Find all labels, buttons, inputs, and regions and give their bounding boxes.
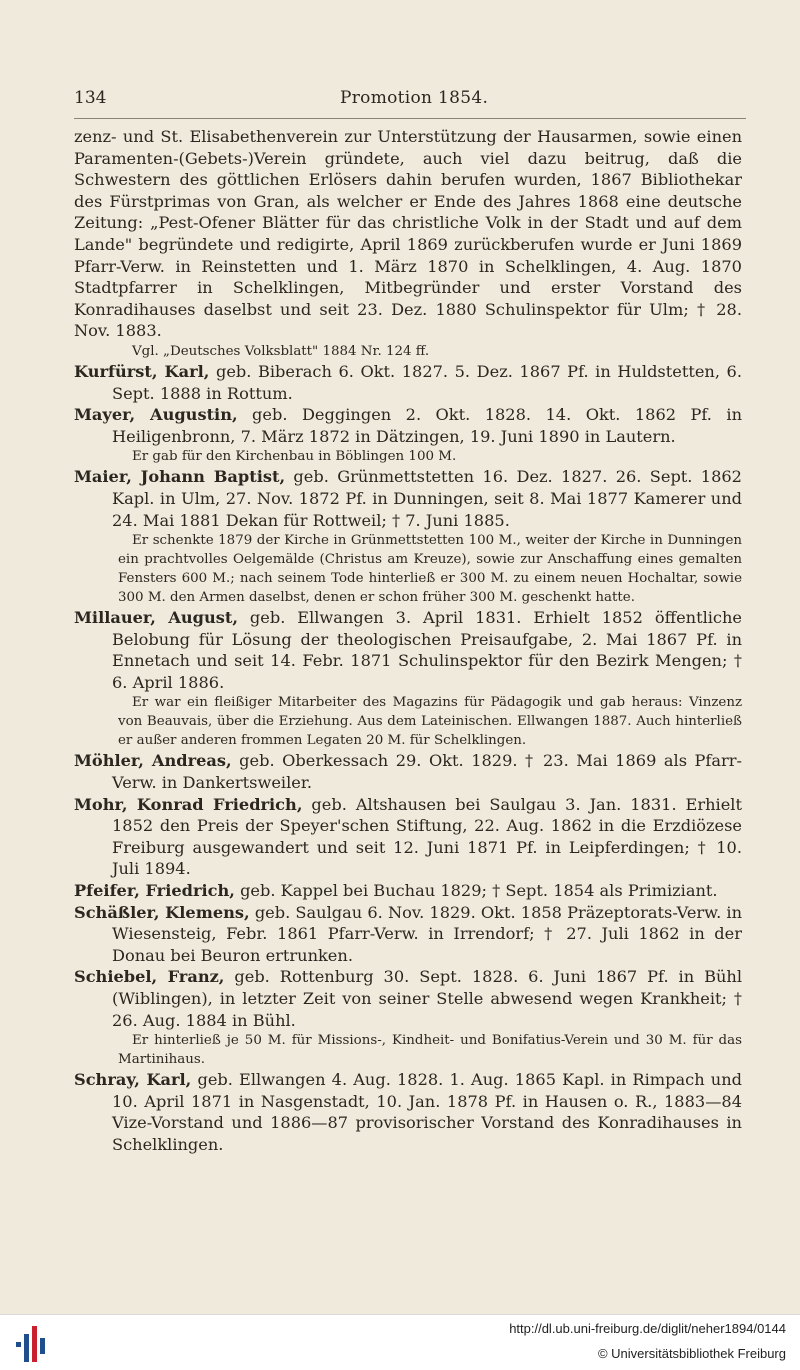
biography-entry <box>74 1069 742 1155</box>
biography-entry <box>74 966 742 1031</box>
header-rule <box>74 118 746 119</box>
biography-entry <box>74 880 742 902</box>
page-number: 134 <box>74 88 107 108</box>
entry-text: geb. Ellwangen 4. Aug. 1828. 1. Aug. 1865 Kapl. in Rimpach und 10. April 1871 in Nasgenstadt, 10. Jan. 1878 Pf. in Hausen o. R., 1883—84 Vize-Vorstand und 1886—87 provisorischer Vorstand des Konradihauses in Schelklingen. <box>112 1070 742 1154</box>
entry-text: geb. Altshausen bei Saulgau 3. Jan. 1831. Erhielt 1852 den Preis der Speyer'schen Stiftung, 22. Aug. 1862 in die Erzdiözese Freiburg ausgewandert und seit 12. Juni 1871 Pf. in Leipferdingen; † 10. Juli 1894. <box>112 794 742 879</box>
entry-text: geb. Ellwangen 3. April 1831. Erhielt 1852 öffentliche Belobung für Lösung der theologischen Preisaufgabe, 2. Mai 1867 Pf. in Ennetach und seit 14. Febr. 1871 Schulinspektor für den Bezirk Mengen; † 6. April 1886. <box>112 608 743 692</box>
footer-bar <box>0 1314 800 1370</box>
running-title: Promotion 1854. <box>340 88 489 108</box>
entry-text: geb. Grünmettstetten 16. Dez. 1827. 26. Sept. 1862 Kapl. in Ulm, 27. Nov. 1872 Pf. in Dunningen, seit 8. Mai 1877 Kamerer und 24. Mai 1881 Dekan für Rottweil; † 7. Juni 1885. <box>112 467 742 530</box>
entry-list <box>74 361 742 1156</box>
entry-name: Mohr, Konrad Friedrich, <box>74 794 303 814</box>
source-url-link[interactable]: http://dl.ub.uni-freiburg.de/diglit/neher1894/0144 <box>509 1321 786 1336</box>
entry-note: Er war ein fleißiger Mitarbeiter des Magazins für Pädagogik und gab heraus: Vinzenz von Beauvais, über die Erziehung. Aus dem Lateinischen. Ellwangen 1887. Auch hinterließ er außer anderen frommen Legaten 20 M. für Schelklingen. <box>118 695 742 749</box>
biography-entry <box>74 361 742 404</box>
entry-text: geb. Biberach 6. Okt. 1827. 5. Dez. 1867 Pf. in Huldstetten, 6. Sept. 1888 in Rottum. <box>112 361 742 403</box>
entry-name: Pfeifer, Friedrich, <box>74 881 235 901</box>
continuation-paragraph: zenz- und St. Elisabethenverein zur Unterstützung der Hausarmen, sowie einen Paramenten-(Gebets-)Verein gründete, auch viel dazu beitrug, daß die Schwestern des göttlichen Erlösers dahin berufen wurden, 1867 Bibliothekar des Fürstprimas von Gran, als welcher er Ende des Jahres 1868 eine deutsche Zeitung: „Pest-Ofener Blätter für das christliche Volk in der Stadt und auf dem Lande" begründete und redigirte, April 1869 zurückberufen wurde er Juni 1869 Pfarr-Verw. in Reinstetten und 1. März 1870 in Schelklingen, 4. Aug. 1870 Stadtpfarrer in Schelklingen, Mitbegründer und erster Vorstand des Konradihauses daselbst und seit 23. Dez. 1880 Schulinspektor für Ulm; † 28. Nov. 1883. <box>74 127 742 341</box>
entry-name: Schiebel, Franz, <box>74 967 225 987</box>
entry-name: Schray, Karl, <box>74 1070 192 1090</box>
entry-text: geb. Oberkessach 29. Okt. 1829. † 23. Mai 1869 als Pfarr-Verw. in Dankertsweiler. <box>112 751 742 793</box>
ub-freiburg-logo-icon[interactable] <box>14 1322 50 1364</box>
entry-note: Er gab für den Kirchenbau in Böblingen 100 M. <box>132 449 457 465</box>
entry-name: Maier, Johann Baptist, <box>74 467 286 487</box>
entry-note: Er schenkte 1879 der Kirche in Grünmettstetten 100 M., weiter der Kirche in Dunningen ein prachtvolles Oelgemälde (Christus am Kreuze), sowie zur Anschaffung eines gemalten Fensters 600 M.; nach seinem Tode hinterließ er 300 M. zu einem neuen Hochaltar, sowie 300 M. den Armen daselbst, denen er schon früher 300 M. geschenkt hatte. <box>118 533 742 606</box>
entry-name: Millauer, August, <box>74 608 238 628</box>
entry-name: Schäßler, Klemens, <box>74 902 250 922</box>
biography-entry <box>74 466 742 531</box>
biography-entry <box>74 750 742 793</box>
entry-note: Er hinterließ je 50 M. für Missions-, Kindheit- und Bonifatius-Verein und 30 M. für das Martinihaus. <box>118 1033 742 1068</box>
entry-name: Kurfürst, Karl, <box>74 361 210 381</box>
page-body <box>74 126 742 1156</box>
entry-name: Möhler, Andreas, <box>74 751 232 771</box>
entry-text: geb. Rottenburg 30. Sept. 1828. 6. Juni 1867 Pf. in Bühl (Wiblingen), in letzter Zeit von seiner Stelle abwesend wegen Krankheit; † 26. Aug. 1884 in Bühl. <box>112 967 743 1030</box>
entry-text: geb. Saulgau 6. Nov. 1829. Okt. 1858 Präzeptorats-Verw. in Wiesensteig, Febr. 1861 Pfarr-Verw. in Irrendorf; † 27. Juli 1862 in der Donau bei Beuron ertrunken. <box>112 902 742 965</box>
continuation-note: Vgl. „Deutsches Volksblatt" 1884 Nr. 124 ff. <box>132 343 430 359</box>
biography-entry <box>74 794 742 880</box>
copyright-text: © Universitätsbibliothek Freiburg <box>597 1346 786 1361</box>
entry-text: geb. Deggingen 2. Okt. 1828. 14. Okt. 1862 Pf. in Heiligenbronn, 7. März 1872 in Dätzingen, 19. Juni 1890 in Lautern. <box>112 405 743 446</box>
biography-entry <box>74 902 742 967</box>
entry-text: geb. Kappel bei Buchau 1829; † Sept. 1854 als Primiziant. <box>234 881 718 901</box>
biography-entry <box>74 404 742 447</box>
entry-name: Mayer, Augustin, <box>74 405 238 425</box>
biography-entry <box>74 607 742 693</box>
